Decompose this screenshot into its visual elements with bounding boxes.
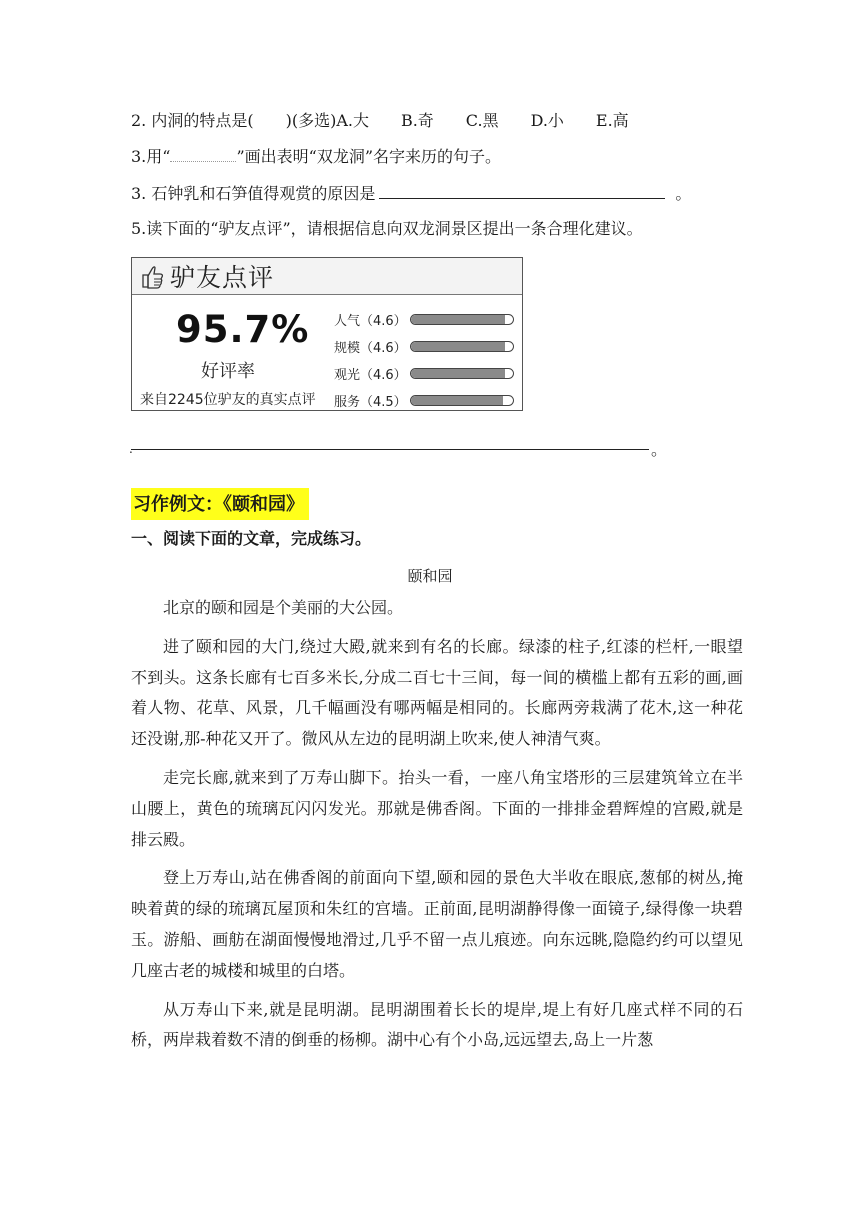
question-3a bbox=[131, 147, 501, 167]
rating-bar bbox=[410, 341, 514, 352]
metric-sightseeing bbox=[334, 364, 514, 383]
positive-rate-label: 好评率 bbox=[201, 361, 255, 382]
answer-line-end: 。 bbox=[651, 440, 668, 459]
rating-bar-fill bbox=[411, 342, 505, 351]
review-source-text: 来自2245位驴友的真实点评 bbox=[140, 392, 316, 408]
metric-service bbox=[334, 391, 514, 410]
rating-bar-fill bbox=[411, 369, 505, 378]
rating-bar bbox=[410, 368, 514, 379]
question-3b bbox=[131, 184, 691, 204]
rating-bar bbox=[410, 395, 514, 406]
article-body bbox=[131, 593, 743, 1064]
rating-bar-fill bbox=[411, 315, 505, 324]
rating-bar bbox=[410, 314, 514, 325]
metric-label: 规模（4.6） bbox=[334, 341, 407, 356]
thumbs-up-icon bbox=[140, 263, 164, 289]
metric-popularity bbox=[334, 310, 514, 329]
question-5: 5.读下面的“驴友点评”，请根据信息向双龙洞景区提出一条合理化建议。 bbox=[131, 219, 643, 238]
metric-label: 观光（4.6） bbox=[334, 368, 407, 383]
answer-blank[interactable] bbox=[379, 184, 665, 199]
positive-rate-value: 95.7% bbox=[176, 308, 310, 351]
article-paragraph: 登上万寿山,站在佛香阁的前面向下望,颐和园的景色大半收在眼底,葱郁的树丛,掩映着黄的绿的琉璃瓦屋顶和朱红的宫墙。正前面,昆明湖静得像一面镜子,绿得像一块碧玉。游船、画舫在湖面慢慢地滑过,几乎不留一点儿痕迹。向东远眺,隐隐约约可以望见几座古老的城楼和城里的白塔。 bbox=[131, 868, 743, 980]
review-card bbox=[131, 257, 523, 411]
review-card-title: 驴友点评 bbox=[170, 263, 275, 292]
question-3a-suffix: ”画出表明“双龙洞”名字来历的句子。 bbox=[236, 147, 501, 166]
metric-label: 人气（4.6） bbox=[334, 314, 407, 329]
rating-bar-fill bbox=[411, 396, 503, 405]
question-2: 2. 内洞的特点是( )(多选)A.大 B.奇 C.黑 D.小 E.高 bbox=[131, 111, 629, 130]
article-paragraph: 北京的颐和园是个美丽的大公园。 bbox=[163, 598, 404, 617]
question-3a-prefix: 3.用“ bbox=[131, 147, 171, 166]
article-paragraph: 进了颐和园的大门,绕过大殿,就来到有名的长廊。绿漆的柱子,红漆的栏杆,一眼望不到头。这条长廊有七百多米长,分成二百七十三间，每一间的横槛上都有五彩的画,画着人物、花草、风景，几千幅画没有哪两幅是相同的。长廊两旁栽满了花木,这一种花还没谢,那-种花又开了。微风从左边的昆明湖上吹来,使人神清气爽。 bbox=[131, 636, 743, 749]
question-3b-suffix: 。 bbox=[675, 184, 692, 203]
example-essay-title: 习作例文：《颐和园》 bbox=[131, 488, 309, 520]
section-heading: 一、阅读下面的文章，完成练习。 bbox=[131, 529, 372, 548]
review-card-header bbox=[132, 258, 522, 295]
metric-scale bbox=[334, 337, 514, 356]
article-paragraph: 从万寿山下来,就是昆明湖。昆明湖围着长长的堤岸,堤上有好几座式样不同的石桥，两岸栽着数不清的倒垂的杨柳。湖中心有个小岛,远远望去,岛上一片葱 bbox=[131, 999, 743, 1050]
dotted-line-sample bbox=[170, 149, 236, 162]
suggestion-answer-line[interactable] bbox=[131, 449, 649, 450]
metric-label: 服务（4.5） bbox=[334, 395, 407, 410]
question-3b-prefix: 3. 石钟乳和石笋值得观赏的原因是 bbox=[131, 184, 376, 203]
answer-line-start: . bbox=[129, 442, 133, 456]
article-paragraph: 走完长廊,就来到了万寿山脚下。抬头一看，一座八角宝塔形的三层建筑耸立在半山腰上，黄色的琉璃瓦闪闪发光。那就是佛香阁。下面的一排排金碧辉煌的宫殿,就是排云殿。 bbox=[131, 767, 743, 849]
article-title: 颐和园 bbox=[407, 567, 453, 585]
